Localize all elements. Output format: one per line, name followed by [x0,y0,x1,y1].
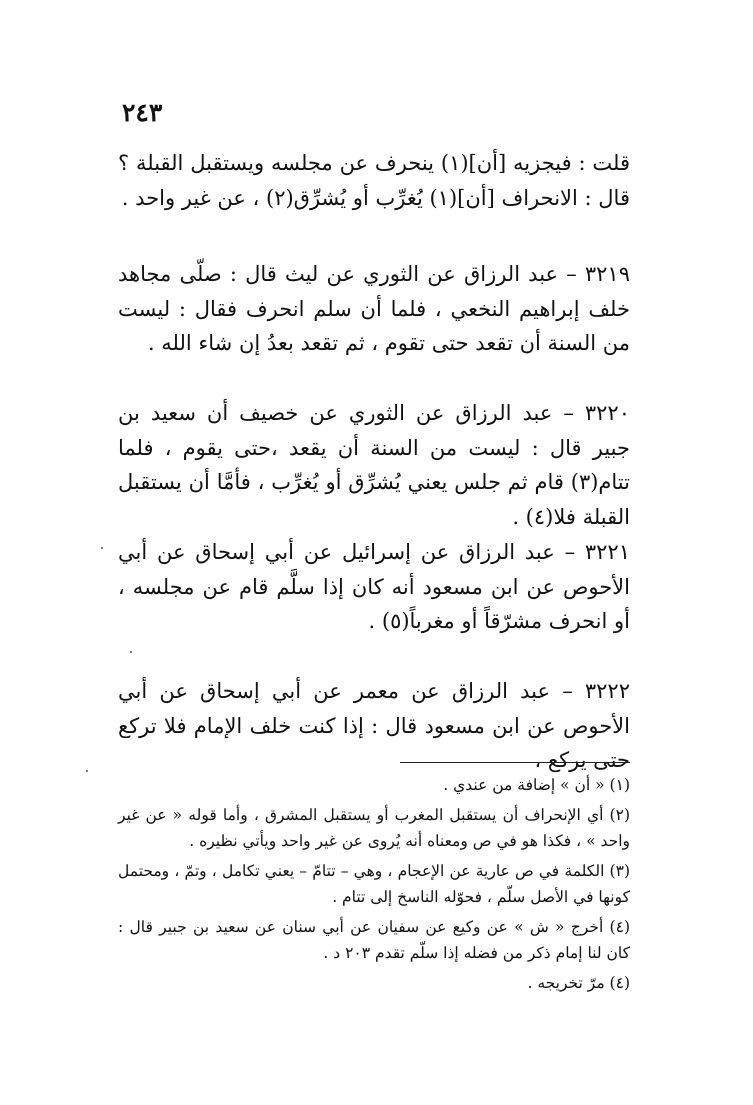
paragraph-text: ٣٢١٩ – عبد الرزاق عن الثوري عن ليث قال : صلّى مجاهد خلف إبراهيم النخعي ، فلما أن سلم انحرف فقال : ليست من السنة أن تقعد حتى تقوم ، ثم تقعد بعدُ إن شاء الله . [118,262,630,355]
hadith-3220 [118,396,630,534]
scan-speck [86,770,88,772]
footnote-5: (٤) مرّ تخريجه . [527,974,630,992]
hadith-3221 [118,535,630,639]
page-number: ٢٤٣ [122,98,163,127]
footnote-separator [400,762,630,763]
footnotes [118,772,630,996]
paragraph-text: ٣٢٢٠ – عبد الرزاق عن الثوري عن خصيف أن سعيد بن جبير قال : ليست من السنة أن يقعد ،حتى يقوم ، فلما تتام(٣) قام ثم جلس يعني يُشرِّق أو يُغرِّب ، فأمَّا أن يستقبل القبلة فلا(٤) . [118,401,630,529]
scan-speck [130,651,132,653]
paragraph-question [118,146,630,215]
paragraph-text: ٣٢٢١ – عبد الرزاق عن إسرائيل عن أبي إسحاق عن أبي الأحوص عن ابن مسعود أنه كان إذا سلَّم قام عن مجلسه ، أو انحرف مشرّقاً أو مغرباً(٥) . [118,540,630,633]
hadith-3219 [118,257,630,361]
footnote-2: (٢) أي الإنحراف أن يستقبل المغرب أو يستقبل المشرق ، وأما قوله « عن غير واحد » ، فكذا هو في ص ومعناه أنه يُروى عن غير واحد ويأتي نظيره . [118,806,630,850]
paragraph-text: قلت : فيجزيه [أن](١) ينحرف عن مجلسه ويستقبل القبلة ؟ قال : الانحراف [أن](١) يُغرِّب أو يُشرِّق(٢) ، عن غير واحد . [118,151,631,210]
footnote-3: (٣) الكلمة في ص عارية عن الإعجام ، وهي – تتامّ – يعني تكامل ، وتمّ ، ومحتمل كونها في الأصل سلّم ، فحوّله الناسخ إلى تتام . [118,862,630,906]
footnote-1: (١) « أن » إضافة من عندي . [443,776,630,794]
footnote-4: (٤) أخرج « ش » عن وكيع عن سفيان عن أبي سنان عن سعيد بن جبير قال : كان لنا إمام ذكر من فضله إذا سلّم تقدم ٢٠٣ د . [118,918,630,962]
scan-speck [101,547,103,549]
paragraph-text: ٣٢٢٢ – عبد الرزاق عن معمر عن أبي إسحاق عن أبي الأحوص عن ابن مسعود قال : إذا كنت خلف الإمام فلا تركع حتى يركع ، [118,679,630,772]
